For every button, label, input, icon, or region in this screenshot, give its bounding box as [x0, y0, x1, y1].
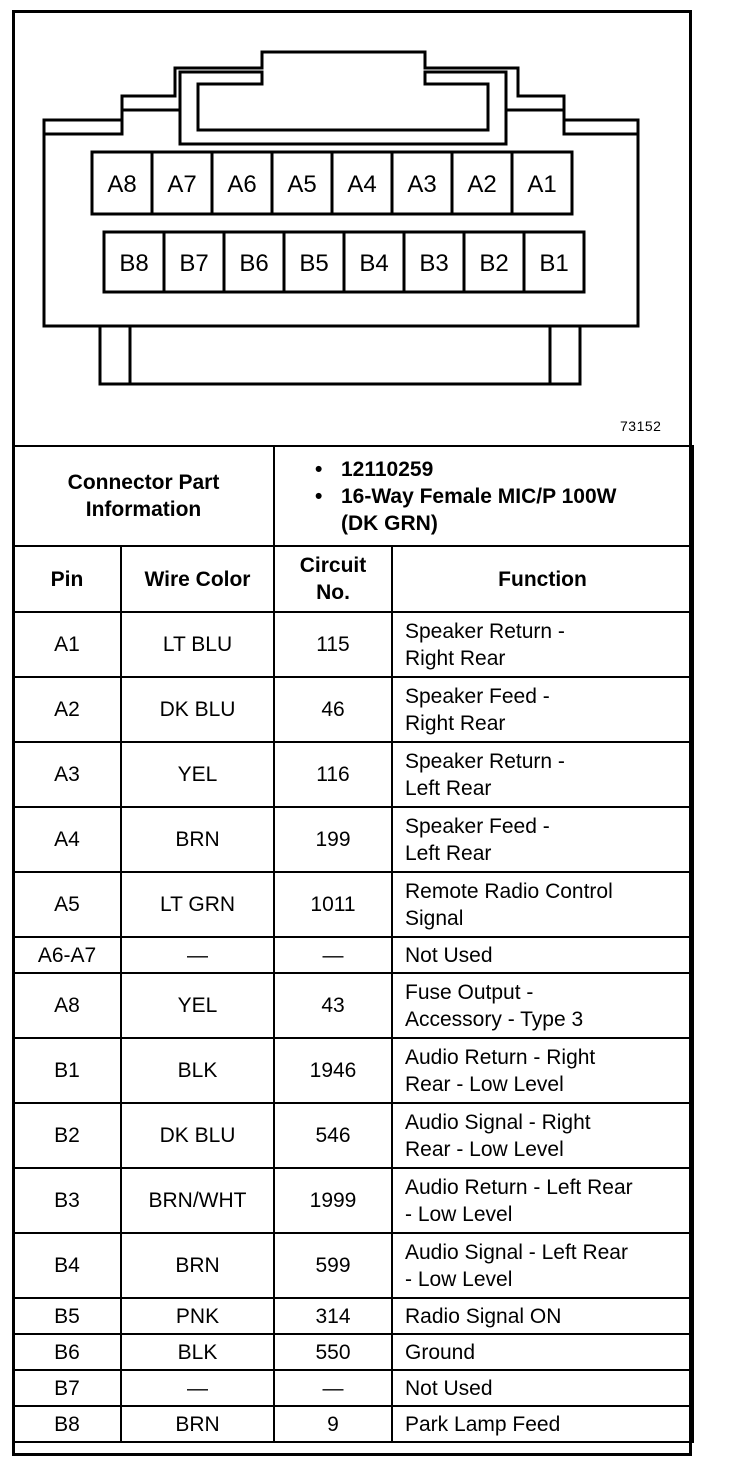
- function-cell: [392, 1168, 693, 1233]
- pin-cell: B7: [13, 1370, 121, 1406]
- pin-label-a2: A2: [467, 171, 497, 198]
- function-cell: [392, 1038, 693, 1103]
- table-row: [13, 612, 693, 677]
- pin-label-b3: B3: [419, 250, 449, 277]
- function-cell: [392, 612, 693, 677]
- pin-label-b1: B1: [539, 250, 569, 277]
- function-cell: [392, 1334, 693, 1370]
- function-line-1: Ground: [405, 1340, 476, 1364]
- function-line-2: Left Rear: [405, 841, 492, 865]
- wire-color-cell: LT BLU: [121, 612, 274, 677]
- table-row: [13, 807, 693, 872]
- wire-color-cell: YEL: [121, 973, 274, 1038]
- table-row: [13, 1103, 693, 1168]
- pin-cell: A4: [13, 807, 121, 872]
- function-line-1: Remote Radio Control: [405, 879, 613, 903]
- wire-color-cell: DK BLU: [121, 677, 274, 742]
- table-row: [13, 973, 693, 1038]
- connector-step-right: [506, 110, 638, 134]
- pin-label-a6: A6: [227, 171, 257, 198]
- function-line-1: Audio Return - Left Rear: [405, 1175, 633, 1199]
- table-row: [13, 677, 693, 742]
- table-row: [13, 1038, 693, 1103]
- function-cell: [392, 807, 693, 872]
- pin-label-a7: A7: [167, 171, 197, 198]
- circuit-cell: 43: [274, 973, 392, 1038]
- wire-color-cell: BRN: [121, 1406, 274, 1442]
- pin-cell: B4: [13, 1233, 121, 1298]
- connector-face-diagram: [12, 10, 692, 446]
- wire-color-cell: YEL: [121, 742, 274, 807]
- col-header-function: Function: [392, 546, 693, 612]
- pin-label-b4: B4: [359, 250, 389, 277]
- wire-color-cell: BRN: [121, 807, 274, 872]
- table-row: [13, 1370, 693, 1406]
- part-number: • 12110259: [315, 456, 692, 483]
- circuit-cell: 1011: [274, 872, 392, 937]
- part-info-row: [13, 446, 693, 546]
- function-cell: [392, 973, 693, 1038]
- pin-cell: A3: [13, 742, 121, 807]
- wire-color-cell: —: [121, 937, 274, 973]
- figure-number: 73152: [620, 418, 662, 434]
- pin-cell: A6-A7: [13, 937, 121, 973]
- col-header-wire-color: Wire Color: [121, 546, 274, 612]
- table-row: [13, 1406, 693, 1442]
- function-cell: [392, 937, 693, 973]
- pin-cell: A1: [13, 612, 121, 677]
- connector-key-latch: [180, 72, 506, 144]
- pin-cell: B5: [13, 1298, 121, 1334]
- function-line-2: Rear - Low Level: [405, 1137, 564, 1161]
- function-line-1: Radio Signal ON: [405, 1304, 562, 1328]
- col-header-pin: Pin: [13, 546, 121, 612]
- pin-label-b2: B2: [479, 250, 509, 277]
- function-line-2: Accessory - Type 3: [405, 1007, 584, 1031]
- circuit-cell: 550: [274, 1334, 392, 1370]
- table-row: [13, 1298, 693, 1334]
- table-row: [13, 937, 693, 973]
- function-line-1: Fuse Output -: [405, 980, 534, 1004]
- pin-row-a: [92, 152, 572, 214]
- column-header-row: [13, 546, 693, 612]
- circuit-cell: 116: [274, 742, 392, 807]
- part-info-label: Connector Part Information: [13, 446, 274, 546]
- circuit-cell: 1946: [274, 1038, 392, 1103]
- function-cell: [392, 677, 693, 742]
- part-description: • 16-Way Female MIC/P 100W (DK GRN): [315, 483, 692, 537]
- function-cell: [392, 1103, 693, 1168]
- function-line-1: Audio Signal - Right: [405, 1110, 591, 1134]
- pin-cell: B6: [13, 1334, 121, 1370]
- function-cell: [392, 1298, 693, 1334]
- pin-cell: B8: [13, 1406, 121, 1442]
- function-line-1: Audio Signal - Left Rear: [405, 1240, 628, 1264]
- pin-label-b7: B7: [179, 250, 209, 277]
- wire-color-cell: PNK: [121, 1298, 274, 1334]
- function-line-1: Speaker Return -: [405, 749, 565, 773]
- circuit-cell: 199: [274, 807, 392, 872]
- function-line-2: - Low Level: [405, 1267, 513, 1291]
- pin-label-b5: B5: [299, 250, 329, 277]
- function-line-2: - Low Level: [405, 1202, 513, 1226]
- pin-cell: A8: [13, 973, 121, 1038]
- circuit-cell: 1999: [274, 1168, 392, 1233]
- part-info-details: [274, 446, 693, 546]
- table-row: [13, 1168, 693, 1233]
- pin-label-a1: A1: [527, 171, 557, 198]
- wire-color-cell: BLK: [121, 1334, 274, 1370]
- table-row: [13, 742, 693, 807]
- function-line-2: Right Rear: [405, 646, 506, 670]
- circuit-cell: 599: [274, 1233, 392, 1298]
- wire-color-cell: LT GRN: [121, 872, 274, 937]
- table-row: [13, 1233, 693, 1298]
- col-header-circuit: Circuit No.: [274, 546, 392, 612]
- pin-label-a5: A5: [287, 171, 317, 198]
- function-line-1: Audio Return - Right: [405, 1045, 596, 1069]
- function-line-1: Park Lamp Feed: [405, 1412, 561, 1436]
- pin-cell: B3: [13, 1168, 121, 1233]
- function-line-1: Speaker Return -: [405, 619, 565, 643]
- wire-color-cell: DK BLU: [121, 1103, 274, 1168]
- function-cell: [392, 742, 693, 807]
- function-line-2: Rear - Low Level: [405, 1072, 564, 1096]
- wire-color-cell: BLK: [121, 1038, 274, 1103]
- function-cell: [392, 1233, 693, 1298]
- function-line-2: Signal: [405, 906, 464, 930]
- circuit-cell: 9: [274, 1406, 392, 1442]
- function-cell: [392, 872, 693, 937]
- function-line-2: Right Rear: [405, 711, 506, 735]
- function-line-1: Not Used: [405, 1376, 493, 1400]
- pin-label-b6: B6: [239, 250, 269, 277]
- pin-row-b: [104, 232, 584, 292]
- wire-color-cell: —: [121, 1370, 274, 1406]
- circuit-cell: 314: [274, 1298, 392, 1334]
- pin-cell: A5: [13, 872, 121, 937]
- function-line-1: Not Used: [405, 943, 493, 967]
- function-line-1: Speaker Feed -: [405, 814, 550, 838]
- pin-label-a4: A4: [347, 171, 377, 198]
- pin-label-a8: A8: [107, 171, 137, 198]
- circuit-cell: —: [274, 937, 392, 973]
- wire-color-cell: BRN: [121, 1233, 274, 1298]
- pin-label-b8: B8: [119, 250, 149, 277]
- pin-cell: A2: [13, 677, 121, 742]
- circuit-cell: 115: [274, 612, 392, 677]
- function-cell: [392, 1406, 693, 1442]
- function-cell: [392, 1370, 693, 1406]
- wire-color-cell: BRN/WHT: [121, 1168, 274, 1233]
- pin-cell: B1: [13, 1038, 121, 1103]
- circuit-cell: 546: [274, 1103, 392, 1168]
- function-line-1: Speaker Feed -: [405, 684, 550, 708]
- connector-step-left: [44, 110, 180, 134]
- circuit-cell: 46: [274, 677, 392, 742]
- pin-label-a3: A3: [407, 171, 437, 198]
- function-line-2: Left Rear: [405, 776, 492, 800]
- pinout-table: [12, 445, 694, 1443]
- table-row: [13, 872, 693, 937]
- table-row: [13, 1334, 693, 1370]
- connector-skirt: [100, 326, 580, 384]
- pin-cell: B2: [13, 1103, 121, 1168]
- circuit-cell: —: [274, 1370, 392, 1406]
